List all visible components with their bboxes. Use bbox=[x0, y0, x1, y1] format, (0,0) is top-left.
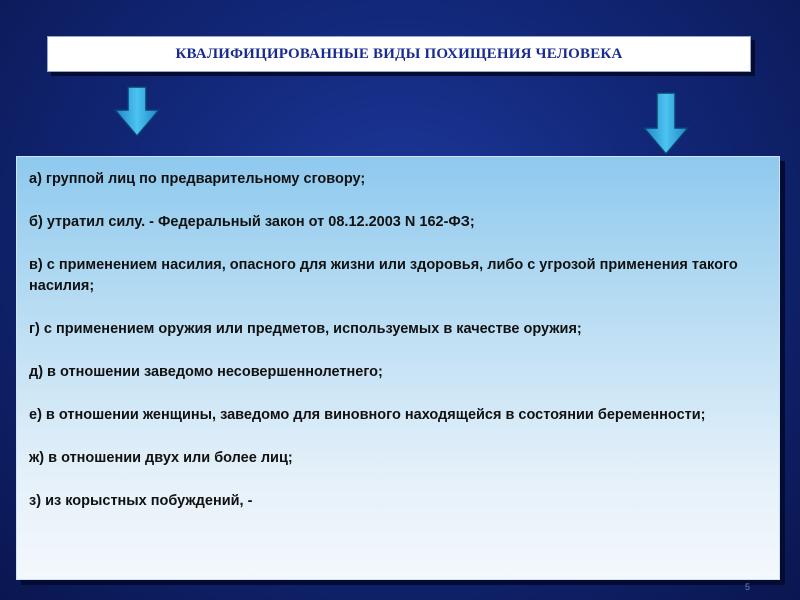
list-item: д) в отношении заведомо несовершеннолетнего; bbox=[29, 364, 383, 380]
list-item: а) группой лиц по предварительному сговору; bbox=[29, 171, 366, 187]
list-item: з) из корыстных побуждений, - bbox=[29, 493, 253, 509]
list-item: г) с применением оружия или предметов, используемых в качестве оружия; bbox=[29, 321, 582, 337]
arrow-down-icon bbox=[642, 92, 690, 156]
list-item: б) утратил силу. - Федеральный закон от 08.12.2003 N 162-ФЗ; bbox=[29, 214, 475, 230]
page-number: 5 bbox=[744, 582, 750, 592]
content-box bbox=[16, 156, 780, 580]
slide-title: КВАЛИФИЦИРОВАННЫЕ ВИДЫ ПОХИЩЕНИЯ ЧЕЛОВЕКА bbox=[175, 45, 623, 62]
list-item: в) с применением насилия, опасного для жизни или здоровья, либо с угрозой применения такого насилия; bbox=[29, 257, 738, 294]
slide-title-box bbox=[47, 36, 751, 72]
list-item: ж) в отношении двух или более лиц; bbox=[29, 450, 293, 466]
arrow-down-icon bbox=[113, 86, 161, 138]
list-item: е) в отношении женщины, заведомо для виновного находящейся в состоянии беременности; bbox=[29, 407, 706, 423]
